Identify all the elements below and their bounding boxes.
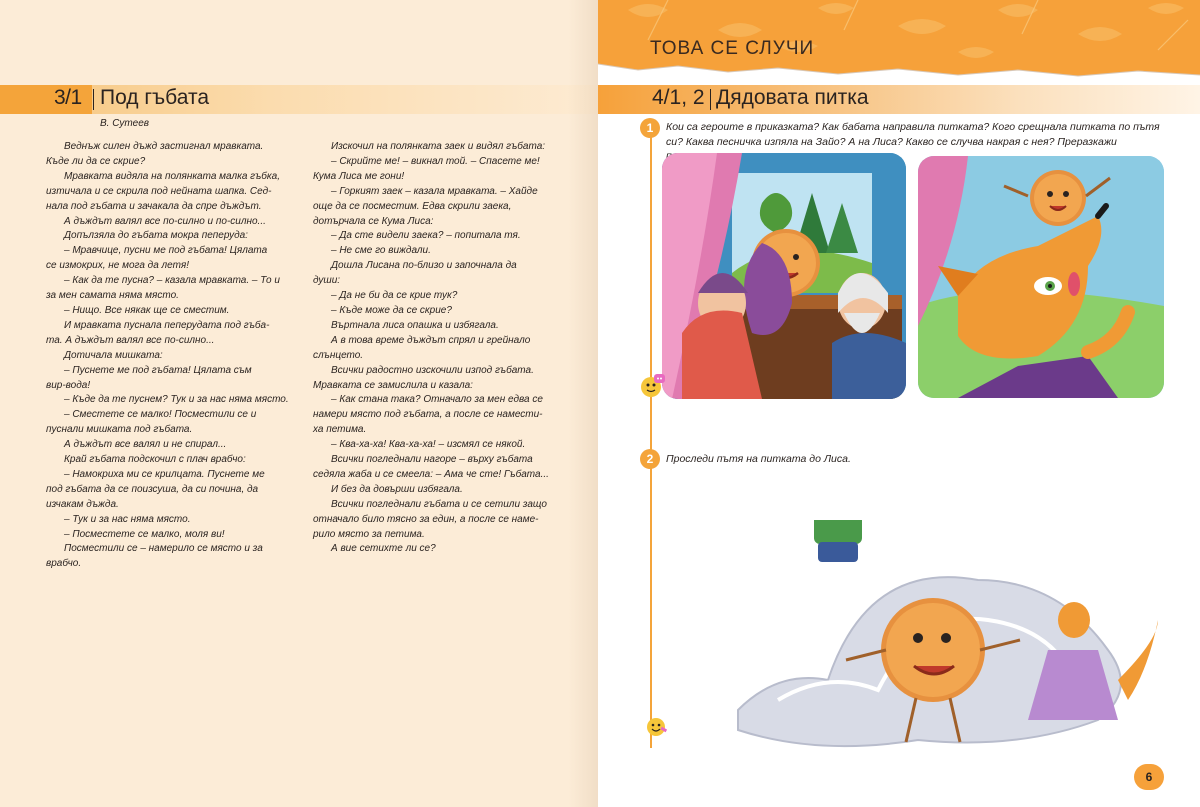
story-line: Дошла Лисана по-близо и започнала да bbox=[331, 260, 517, 272]
story-line: – Да сте видели заека? – попитала тя. bbox=[331, 230, 521, 242]
task-number-badge: 2 bbox=[640, 449, 660, 469]
illustration-fox-with-bun bbox=[918, 156, 1164, 398]
story-line: та. А дъждът валял все по-силно... bbox=[46, 334, 215, 346]
task-guide-line bbox=[650, 128, 652, 748]
lesson-number: 4/1, 2 bbox=[652, 86, 705, 109]
discussion-icon bbox=[640, 372, 666, 398]
wolf-character bbox=[814, 520, 862, 562]
header-divider bbox=[93, 89, 94, 110]
story-line: И без да довърши избягала. bbox=[331, 483, 463, 495]
story-line: И мравката пуснала пеперудата под гъба- bbox=[64, 319, 270, 331]
story-line: – Да не би да се крие тук? bbox=[331, 290, 458, 302]
lesson-number: 3/1 bbox=[54, 86, 82, 109]
story-line: врабчо. bbox=[46, 558, 82, 570]
story-line: – Как да те пусна? – казала мравката. – То и bbox=[64, 275, 280, 287]
story-line: – Скрийте ме! – викнал той. – Спасете ме! bbox=[331, 155, 540, 167]
story-line: Всички погледнали гъбата и се сетили защо bbox=[331, 498, 547, 510]
smiley-pencil-icon bbox=[646, 716, 668, 738]
story-line: дотърчала се Кума Лиса: bbox=[313, 215, 434, 227]
task-number-badge: 1 bbox=[640, 118, 660, 138]
story-line: – Ква-ха-ха! Ква-ха-ха! – изсмял се някой. bbox=[331, 439, 526, 451]
story-line: Въртнала лиса опашка и избягала. bbox=[331, 319, 499, 331]
section-banner-title: ТОВА СЕ СЛУЧИ bbox=[650, 38, 815, 59]
gutter-shadow bbox=[568, 0, 598, 807]
story-line: изчакам дъжда. bbox=[46, 498, 119, 510]
task-2-instructions: Проследи пътя на питката до Лиса. bbox=[666, 453, 851, 465]
right-page bbox=[598, 0, 1200, 807]
story-line: Изскочил на полянката заек и видял гъбата: bbox=[331, 141, 546, 152]
story-line: А вие сетихте ли се? bbox=[331, 543, 436, 555]
story-line: ха петима. bbox=[313, 424, 367, 436]
story-line: – Намокриха ми се крилцата. Пуснете ме bbox=[64, 468, 265, 480]
story-line: Къде ли да се скрие? bbox=[46, 155, 146, 167]
story-title: Под гъбата bbox=[100, 86, 210, 109]
illustration-grandparents-with-bun bbox=[662, 153, 906, 399]
torn-paper-edge bbox=[598, 60, 1200, 84]
story-line: – Не сме го виждали. bbox=[331, 245, 431, 257]
story-line: Кума Лиса ме гони! bbox=[313, 170, 405, 182]
story-line: Допълзяла до гъбата мокра пеперуда: bbox=[64, 230, 248, 242]
story-line: Всички радостно изскочили изпод гъбата. bbox=[331, 364, 534, 376]
page-number: 6 bbox=[1134, 764, 1164, 790]
story-line: още да се посместим. Едва скрили заека, bbox=[313, 200, 512, 212]
story-line: – Тук и за нас няма място. bbox=[64, 513, 191, 525]
story-line: седяла жаба и се смеела: – Ама че сте! Гъбата... bbox=[313, 468, 549, 480]
story-line: – Посместете се малко, моля ви! bbox=[64, 528, 225, 540]
story-line: нала под гъбата и зачакала да спре дъждът. bbox=[46, 200, 262, 212]
story-line: Посместили се – намерило се място и за bbox=[64, 543, 263, 555]
story-line: души: bbox=[313, 275, 341, 287]
header-divider bbox=[710, 89, 711, 110]
story-line: – Горкият заек – казала мравката. – Хайде bbox=[331, 185, 538, 197]
story-line: Всички погледнали нагоре – върху гъбата bbox=[331, 454, 533, 466]
story-line: вир-вода! bbox=[46, 379, 91, 391]
story-line: Мравката се замислила и казала: bbox=[313, 379, 473, 391]
story-line: А дъждът валял все по-силно и по-силно... bbox=[64, 215, 266, 227]
story-line: А в това време дъждът спрял и грейнало bbox=[331, 334, 531, 346]
story-author: В. Сутеев bbox=[100, 118, 150, 129]
story-line: – Как стана така? Отначало за мен едва се bbox=[331, 394, 543, 406]
story-line: Мравката видяла на полянката малка гъбка, bbox=[64, 170, 280, 182]
story-line: Веднъж силен дъжд застигнал мравката. bbox=[64, 141, 264, 152]
story-line: – Мравчице, пусни ме под гъбата! Цялата bbox=[64, 245, 268, 257]
story-line: под гъбата да се поизсуша, да си почина, да bbox=[46, 483, 259, 495]
story-column-2 bbox=[313, 140, 565, 557]
task-1-line: си? Каква песничка изпяла на Зайо? А на Лиса? Какво се случва накрая с нея? Преразкажи bbox=[666, 135, 1117, 148]
left-page bbox=[0, 0, 598, 807]
maze-illustration bbox=[718, 520, 1164, 756]
story-line: Дотичала мишката: bbox=[64, 349, 163, 361]
story-line: изтичала и се скрила под нейната шапка. Сед- bbox=[46, 185, 272, 197]
story-line: Край гъбата подскочил с плач врабчо: bbox=[64, 454, 246, 466]
story-title: Дядовата питка bbox=[716, 86, 869, 109]
story-line: А дъждът все валял и не спирал... bbox=[64, 439, 227, 451]
task-1-line: Кои са героите в приказката? Как бабата направила питката? Кого срещнала питката по пътя bbox=[666, 121, 1160, 133]
story-line: – Къде да те пуснем? Тук и за нас няма място. bbox=[64, 394, 289, 406]
story-line: намери място под гъбата, а после се намести- bbox=[313, 409, 543, 421]
story-line: рило място за петима. bbox=[313, 528, 425, 540]
story-line: слънцето. bbox=[313, 349, 364, 361]
story-line: – Сместете се малко! Посместили се и bbox=[64, 409, 257, 421]
story-line: се измокрих, не мога да летя! bbox=[46, 260, 189, 272]
story-column-1 bbox=[46, 140, 300, 572]
story-line: пуснали мишката под гъбата. bbox=[46, 424, 193, 436]
story-line: за мен самата няма място. bbox=[46, 290, 179, 302]
story-line: – Къде може да се скрие? bbox=[331, 304, 452, 316]
story-line: отначало било тясно за един, а после се наме- bbox=[313, 513, 539, 525]
story-line: – Пуснете ме под гъбата! Цялата съм bbox=[64, 364, 252, 376]
story-line: – Нищо. Все някак ще се сместим. bbox=[64, 304, 230, 316]
